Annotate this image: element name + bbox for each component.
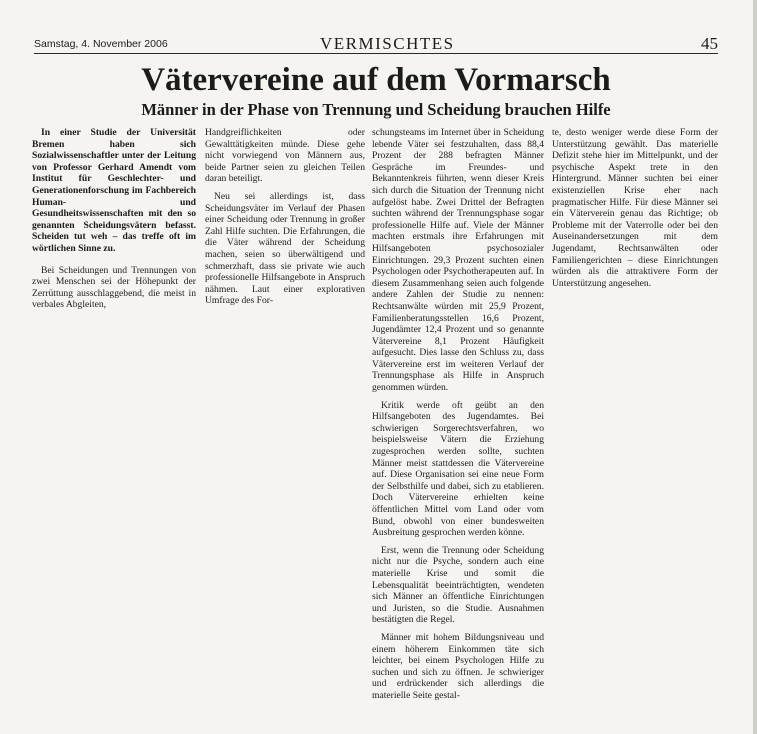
issue-date: Samstag, 4. November 2006: [34, 38, 168, 50]
paragraph: Kritik werde oft geübt an den Hilfsangeboten des Jugendamtes. Bei schwierigen Sorgerechtsverfahren, wo beispielsweise Vätern die Erziehung zugesprochen werden sollte, suchten Männer meist stattdessen die Vätervereine auf. Diese Organisation sei eine neue Form der Selbsthilfe und dabei, sich zu etablieren. Doch Vätervereine erhielten keine öffentlichen Mittel vom Land oder vom Bund, obwohl von einer bundesweiten Ausbreitung gesprochen werden könne.: [372, 399, 544, 539]
paragraph: Handgreiflichkeiten oder Gewalttätigkeiten münde. Diese gehe nicht vorwiegend von Männern aus, beide Partner seien zu gleichen Teilen daran beteiligt.: [205, 127, 365, 185]
article-title: Vätervereine auf dem Vormarsch: [141, 62, 611, 98]
paragraph: Männer mit hohem Bildungsniveau und einem höherem Einkommen täte sich leichter, bei einem Psychologen Hilfe zu suchen und sich zu öffnen. Je schwieriger und erdrückender sich allerdings die materielle Seite gestal-: [372, 631, 544, 701]
column-1: [32, 127, 196, 317]
article-subtitle: Männer in der Phase von Trennung und Scheidung brauchen Hilfe: [141, 100, 611, 119]
paragraph: schungsteams im Internet über in Scheidung lebende Väter sei festzuhalten, dass 88,4 Prozent der 288 befragten Männer Gespräche im Freundes- und Bekanntenkreis führten, wenn dieser Kreis sich durch die Situation der Trennung nicht aufgelöst habe. Zwei Drittel der Befragten suchten während der Trennungsphase sogar professionelle Hilfe auf. Viele der Männer machten erstmals ihre Erfahrungen mit Hilfsangeboten psychosozialer Einrichtungen. 29,3 Prozent suchten einen Psychologen oder Psychotherapeuten auf. In diesem Zusammenhang seien auch folgende andere Zahlen der Studie zu nennen: Rechtsanwälte würden mit 25,9 Prozent, Familienberatungsstellen 16,6 Prozent, Jugendämter 12,4 Prozent und so genannte Vätervereine 8,1 Prozent Häufigkeit aufgesucht. Dies lasse den Schluss zu, dass Vätervereine erst im weiteren Verlauf der Trennungsphase als Hilfe in Anspruch genommen würden.: [372, 127, 544, 394]
paragraph: Neu sei allerdings ist, dass Scheidungsväter im Verlauf der Phasen einer Scheidung oder Trennung in großer Zahl Hilfe suchten. Die Erfahrungen, die die Väter während der Scheidung machen, seien so überwältigend und schmerzhaft, dass sie private wie auch professionelle Hilfsangebote in Anspruch nähmen. Laut einer explorativen Umfrage des For-: [205, 190, 365, 307]
paragraph: te, desto weniger werde diese Form der Unterstützung gewählt. Das materielle Defizit stehe hier im Mittelpunkt, und der psychische Aspekt trete in den Hintergrund. Männer suchten bei einer existenziellen Krise eher nach pragmatischer Hilfe. Für diese Männer sei ein Väterverein genau das Richtige; ob Probleme mit der Vaterrolle oder bei den Auseinandersetzungen mit dem Jugendamt, Rechtsanwälten oder Familiengerichten – diese Einrichtungen würden als die attraktivere Form der Unterstützung angesehen.: [552, 127, 718, 289]
page-header: [34, 36, 718, 54]
header-rule: [34, 53, 718, 54]
column-4: [552, 127, 718, 295]
section-name: VERMISCHTES: [320, 34, 455, 53]
page-edge: [753, 0, 757, 734]
paragraph: Bei Scheidungen und Trennungen von zwei Menschen sei der Höhepunkt der Zerrüttung ausschlaggebend, die meist in verbales Abgleiten,: [32, 264, 196, 311]
article-lead: In einer Studie der Universität Bremen haben sich Sozialwissenschaftler unter der Leitung von Professor Gerhard Amendt vom Institut für Geschlechter- und Generationenforschung im Fachbereich Human- und Gesundheitswissenschaften mit den so genannten Scheidungsvätern befasst. Scheiden tut weh – das treffe oft im wörtlichen Sinne zu.: [32, 127, 196, 254]
page-number: 45: [701, 34, 718, 53]
column-2: [205, 127, 365, 313]
paragraph: Erst, wenn die Trennung oder Scheidung nicht nur die Psyche, sondern auch eine materielle Krise und somit die Lebensqualität beeinträchtigten, wendeten sich Männer an öffentliche Einrichtungen und Juristen, so die Studie. Ausnahmen bestätigten die Regel.: [372, 544, 544, 626]
column-3: [372, 127, 544, 708]
